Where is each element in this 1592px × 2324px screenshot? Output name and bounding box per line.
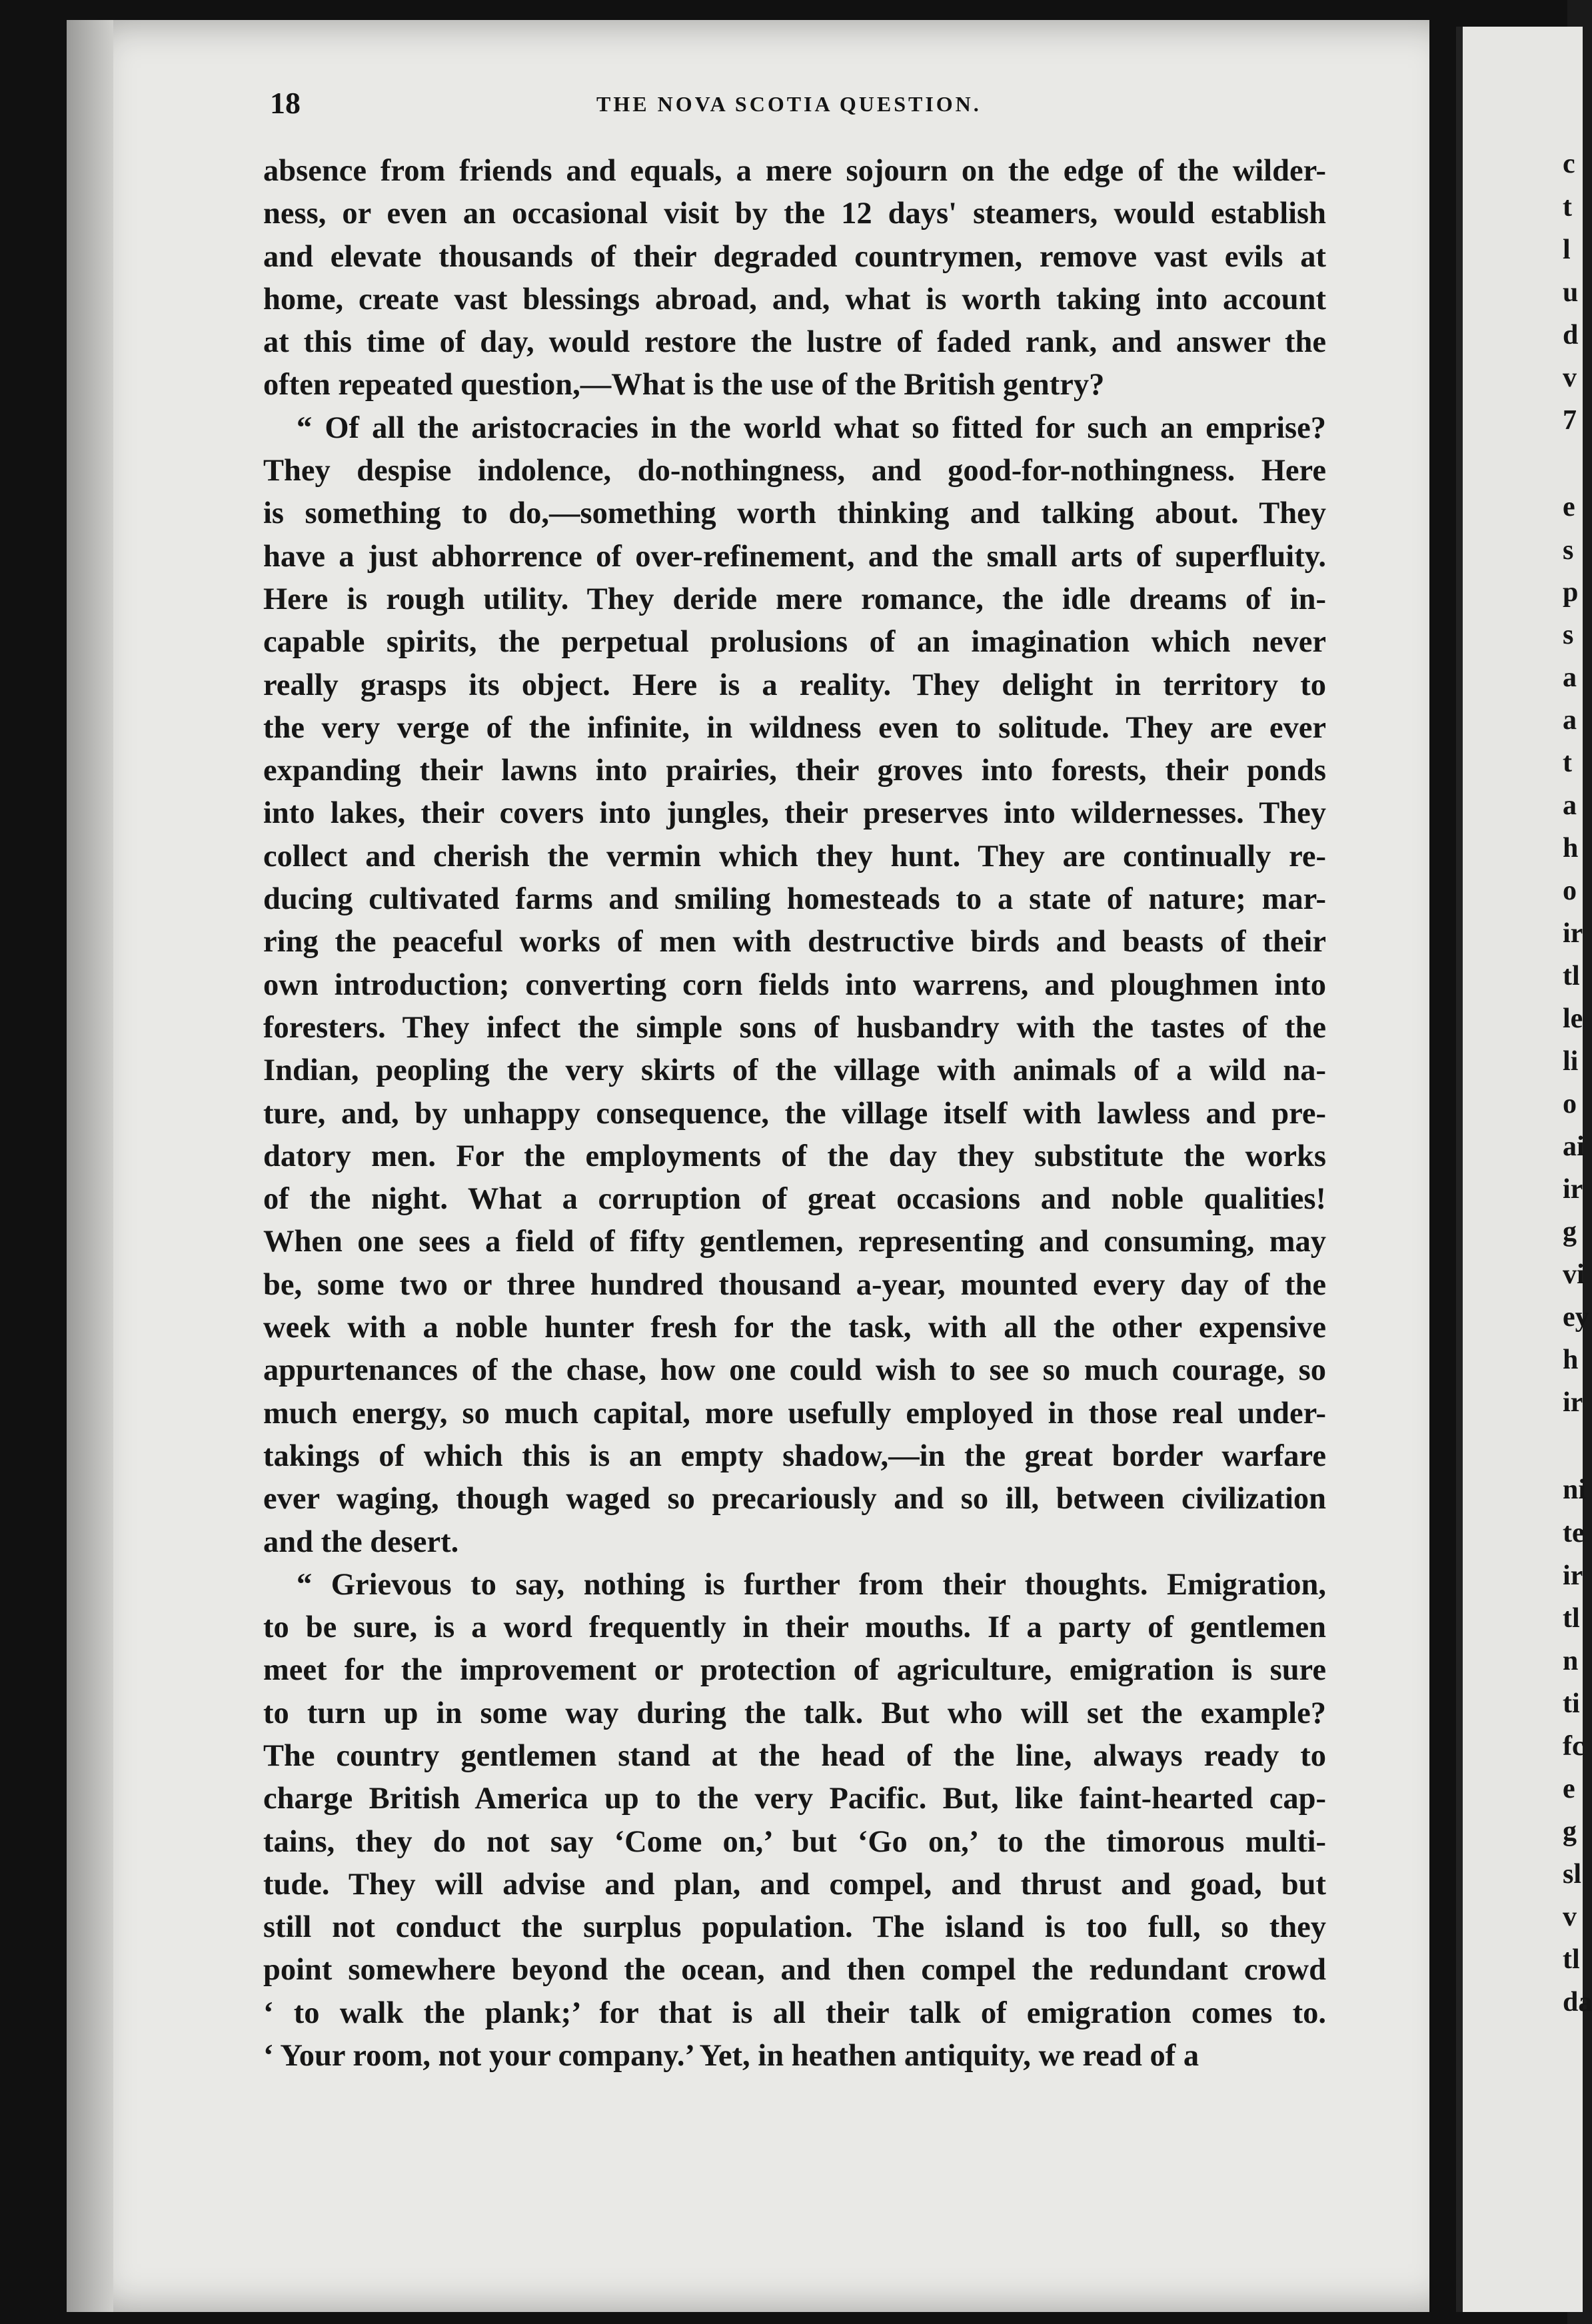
adjacent-page-text-fragment: l xyxy=(1563,235,1571,265)
adjacent-page-text-fragment: v xyxy=(1563,362,1577,393)
text-line: absence from friends and equals, a mere sojourn on the edge of the wilder- xyxy=(263,154,1326,188)
adjacent-page-text-fragment: ni xyxy=(1563,1474,1587,1505)
text-line: ever waging, though waged so precariously and so ill, between civilization xyxy=(263,1482,1326,1516)
text-line: into lakes, their covers into jungles, their preserves into wildernesses. They xyxy=(263,796,1326,831)
adjacent-page-text-fragment: t xyxy=(1563,192,1572,223)
text-line: tains, they do not say ‘Come on,’ but ‘Go on,’ to the timorous multi- xyxy=(263,1824,1326,1859)
text-line: Indian, peopling the very skirts of the village with animals of a wild na- xyxy=(263,1053,1326,1088)
text-line: at this time of day, would restore the lustre of faded rank, and answer the xyxy=(263,325,1326,360)
body-text xyxy=(263,150,1326,2077)
adjacent-page-edge xyxy=(1456,27,1592,2312)
adjacent-page-text-fragment: o xyxy=(1563,875,1577,906)
text-line: of the night. What a corruption of great occasions and noble qualities! xyxy=(263,1182,1326,1217)
adjacent-page-text-fragment: ir xyxy=(1563,1387,1583,1418)
text-line: really grasps its object. Here is a reality. They delight in territory to xyxy=(263,668,1326,702)
text-line: foresters. They infect the simple sons of husbandry with the tastes of the xyxy=(263,1010,1326,1045)
text-line: ture, and, by unhappy consequence, the village itself with lawless and pre- xyxy=(263,1096,1326,1131)
page-header xyxy=(270,85,1329,125)
adjacent-page-text-fragment: sl xyxy=(1563,1859,1582,1890)
text-line: capable spirits, the perpetual prolusions of an imagination which never xyxy=(263,625,1326,660)
text-line: They despise indolence, do-nothingness, and good-for-nothingness. Here xyxy=(263,454,1326,488)
text-line: and the desert. xyxy=(263,1524,459,1559)
adjacent-page-text-fragment: li xyxy=(1563,1046,1579,1077)
adjacent-page-text-fragment: n xyxy=(1563,1646,1579,1676)
text-line: ring the peaceful works of men with destructive birds and beasts of their xyxy=(263,925,1326,959)
text-line: ‘ Your room, not your company.’ Yet, in heathen antiquity, we read of a xyxy=(263,2039,1199,2073)
adjacent-page-text-fragment: ir xyxy=(1563,1560,1583,1591)
text-line: “ Grievous to say, nothing is further from their thoughts. Emigration, xyxy=(297,1567,1326,1602)
adjacent-page-text-fragment: v xyxy=(1563,1902,1577,1932)
running-title: THE NOVA SCOTIA QUESTION. xyxy=(596,92,982,116)
text-line: be, some two or three hundred thousand a-year, mounted every day of the xyxy=(263,1267,1326,1302)
adjacent-page-text-fragment: c xyxy=(1563,149,1575,179)
adjacent-page-text-fragment: o xyxy=(1563,1089,1577,1119)
text-line: “ Of all the aristocracies in the world what so fitted for such an emprise? xyxy=(297,410,1326,445)
adjacent-page-text-fragment: a xyxy=(1563,662,1577,693)
text-line: to be sure, is a word frequently in their mouths. If a party of gentlemen xyxy=(263,1610,1326,1645)
adjacent-page-text-fragment: s xyxy=(1563,620,1574,650)
adjacent-page-text-fragment: t xyxy=(1563,748,1572,778)
adjacent-page-text-fragment: tl xyxy=(1563,1944,1580,1975)
text-line: ness, or even an occasional visit by the 12 days' steamers, would establish xyxy=(263,197,1326,231)
text-line: still not conduct the surplus population. The island is too full, so they xyxy=(263,1910,1326,1945)
text-line: own introduction; converting corn fields into warrens, and ploughmen into xyxy=(263,967,1326,1002)
text-line: week with a noble hunter fresh for the task, with all the other expensive xyxy=(263,1311,1326,1345)
adjacent-page-text-fragment: d xyxy=(1563,320,1579,350)
adjacent-page-text-fragment: da xyxy=(1563,1987,1592,2018)
adjacent-page-text-fragment: ir xyxy=(1563,1174,1583,1205)
adjacent-page-text-fragment: te xyxy=(1563,1518,1585,1548)
adjacent-page-text-fragment: ey xyxy=(1563,1302,1589,1333)
adjacent-page-text-fragment: h xyxy=(1563,833,1579,864)
text-line: ‘ to walk the plank;’ for that is all their talk of emigration comes to. xyxy=(263,1996,1326,2030)
adjacent-page-text-fragment: vi xyxy=(1563,1259,1585,1290)
text-line: ducing cultivated farms and smiling homesteads to a state of nature; mar- xyxy=(263,882,1326,917)
adjacent-page-text-fragment: a xyxy=(1563,705,1577,736)
text-line: is something to do,—something worth thinking and talking about. They xyxy=(263,496,1326,531)
text-line: to turn up in some way during the talk. But who will set the example? xyxy=(263,1696,1326,1730)
adjacent-page-text-fragment: e xyxy=(1563,492,1575,522)
adjacent-page-text-fragment: u xyxy=(1563,277,1579,308)
text-line: collect and cherish the vermin which they hunt. They are continually re- xyxy=(263,839,1326,873)
text-line: have a just abhorrence of over-refinement, and the small arts of superfluity. xyxy=(263,539,1326,574)
page-number: 18 xyxy=(270,86,301,120)
text-line: much energy, so much capital, more usefully employed in those real under- xyxy=(263,1396,1326,1431)
adjacent-page-text-fragment: s xyxy=(1563,535,1574,566)
text-line: appurtenances of the chase, how one could wish to see so much courage, so xyxy=(263,1353,1326,1388)
text-line: often repeated question,—What is the use of the British gentry? xyxy=(263,368,1105,402)
text-line: The country gentlemen stand at the head of the line, always ready to xyxy=(263,1738,1326,1773)
text-line: When one sees a field of fifty gentlemen, representing and consuming, may xyxy=(263,1225,1326,1259)
adjacent-page-text-fragment: g xyxy=(1563,1816,1577,1847)
adjacent-page-text-fragment: tl xyxy=(1563,961,1580,991)
adjacent-page-text-fragment: le xyxy=(1563,1003,1583,1034)
adjacent-page-text-fragment: p xyxy=(1563,577,1579,608)
adjacent-page-text-fragment: ir xyxy=(1563,918,1583,949)
adjacent-page-text-fragment: h xyxy=(1563,1345,1579,1375)
text-line: the very verge of the infinite, in wildness even to solitude. They are ever xyxy=(263,710,1326,745)
text-line: expanding their lawns into prairies, their groves into forests, their ponds xyxy=(263,754,1326,788)
adjacent-page-text-fragment: fc xyxy=(1563,1731,1585,1762)
adjacent-page-text-fragment: ai xyxy=(1563,1131,1585,1162)
text-line: charge British America up to the very Pacific. But, like faint-hearted cap- xyxy=(263,1782,1326,1816)
text-line: takings of which this is an empty shadow,—in the great border warfare xyxy=(263,1439,1326,1473)
adjacent-page-text-fragment: ti xyxy=(1563,1688,1580,1719)
text-line: Here is rough utility. They deride mere romance, the idle dreams of in- xyxy=(263,582,1326,616)
adjacent-page-text-fragment: g xyxy=(1563,1217,1577,1247)
text-line: meet for the improvement or protection of agriculture, emigration is sure xyxy=(263,1653,1326,1688)
text-line: and elevate thousands of their degraded countrymen, remove vast evils at xyxy=(263,239,1326,274)
adjacent-page-text-fragment: a xyxy=(1563,790,1577,821)
adjacent-page-text-fragment: e xyxy=(1563,1774,1575,1804)
page-gutter-shadow xyxy=(67,20,113,2312)
adjacent-page-text-fragment: 7 xyxy=(1563,405,1577,436)
adjacent-page-text-fragment: tl xyxy=(1563,1603,1580,1634)
text-line: tude. They will advise and plan, and compel, and thrust and goad, but xyxy=(263,1867,1326,1902)
text-line: home, create vast blessings abroad, and, what is worth taking into account xyxy=(263,282,1326,316)
text-line: point somewhere beyond the ocean, and then compel the redundant crowd xyxy=(263,1953,1326,1988)
text-line: datory men. For the employments of the day they substitute the works xyxy=(263,1139,1326,1173)
